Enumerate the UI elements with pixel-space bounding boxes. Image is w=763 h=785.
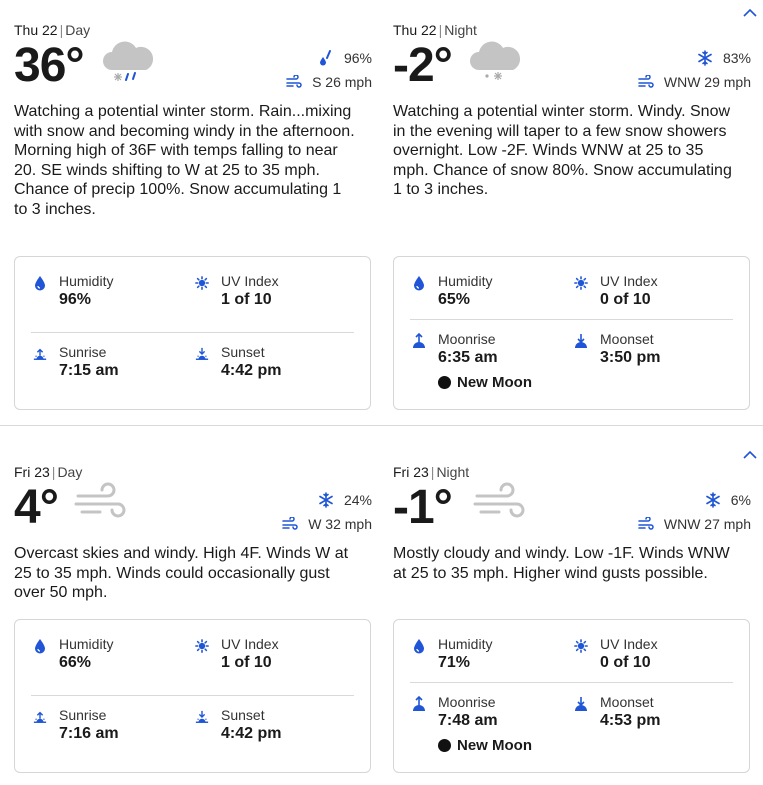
period-name: Day xyxy=(57,464,83,480)
period-date: Fri 23 xyxy=(393,464,429,480)
sunset-icon xyxy=(195,346,209,362)
label-divider: | xyxy=(59,22,64,38)
wind-metric xyxy=(638,516,751,532)
collapse-chevron-icon[interactable] xyxy=(743,8,757,18)
sunset-icon xyxy=(195,709,209,725)
sunset-label: Sunset xyxy=(221,344,265,360)
humidity-icon xyxy=(412,638,426,654)
precip-value: 96% xyxy=(343,50,372,66)
uv-index-value: 1 of 10 xyxy=(221,654,272,671)
snow-chance-metric xyxy=(705,492,751,508)
wind-value: W 32 mph xyxy=(308,516,372,532)
label-divider: | xyxy=(430,464,435,480)
uv-icon xyxy=(195,275,209,291)
new-moon-icon xyxy=(438,376,451,389)
snow-chance-value: 6% xyxy=(730,492,751,508)
wind-icon xyxy=(638,75,654,89)
temperature: -2° xyxy=(393,39,452,92)
label-divider: | xyxy=(51,464,56,480)
snowflake-icon xyxy=(705,492,721,508)
uv-index-label: UV Index xyxy=(600,273,658,289)
moonrise-icon xyxy=(412,333,426,349)
humidity-value: 65% xyxy=(438,291,471,308)
forecast-description: Watching a potential winter storm. Windy. Snow in the evening will taper to a few snow showers overnight. Low -2F. Winds WNW at 25 to 35 mph. Chance of snow 80%. Snow accumulating 1 to 3 inches. xyxy=(393,103,732,198)
wind-value: WNW 29 mph xyxy=(663,74,751,90)
card-divider xyxy=(31,695,354,696)
snow-chance-metric xyxy=(697,50,751,66)
card-divider xyxy=(31,332,354,333)
windy-icon xyxy=(74,482,130,526)
forecast-description: Watching a potential winter storm. Rain...mixing with snow and becoming windy in the afternoon. Morning high of 36F with temps falling to near 20. SE winds shifting to W at 25 to 35 mph. Chance of precip 100%. Snow accumulating 1 to 3 inches. xyxy=(14,103,355,218)
period-date: Thu 22 xyxy=(14,22,58,38)
humidity-value: 71% xyxy=(438,654,471,671)
snowflake-icon xyxy=(318,492,334,508)
uv-index-value: 0 of 10 xyxy=(600,291,651,308)
details-card xyxy=(14,256,371,410)
period-date: Fri 23 xyxy=(14,464,50,480)
period-thu-day xyxy=(14,22,372,412)
temperature: 36° xyxy=(14,39,84,92)
sunrise-label: Sunrise xyxy=(59,707,107,723)
uv-index-value: 0 of 10 xyxy=(600,654,651,671)
moonset-value: 3:50 pm xyxy=(600,349,661,366)
wind-metric xyxy=(282,516,372,532)
moon-phase xyxy=(438,737,532,754)
collapse-chevron-icon[interactable] xyxy=(743,450,757,460)
forecast-description: Overcast skies and windy. High 4F. Winds W at 25 to 35 mph. Winds could occasionally gust over 50 mph. xyxy=(14,545,349,601)
humidity-label: Humidity xyxy=(438,273,493,289)
period-fri-night xyxy=(393,464,751,784)
moonrise-value: 7:48 am xyxy=(438,712,498,729)
new-moon-icon xyxy=(438,739,451,752)
period-name: Night xyxy=(436,464,470,480)
precip-metric xyxy=(318,50,372,66)
wind-icon xyxy=(638,517,654,531)
card-divider xyxy=(410,682,733,683)
snow-chance-value: 83% xyxy=(722,50,751,66)
moonset-icon xyxy=(574,696,588,712)
humidity-label: Humidity xyxy=(59,273,114,289)
card-divider xyxy=(410,319,733,320)
humidity-icon xyxy=(412,275,426,291)
uv-index-label: UV Index xyxy=(221,273,279,289)
humidity-icon xyxy=(33,275,47,291)
temperature: -1° xyxy=(393,481,452,534)
moon-phase-label: New Moon xyxy=(457,737,532,754)
humidity-label: Humidity xyxy=(59,636,114,652)
sunrise-icon xyxy=(33,709,47,725)
sunset-label: Sunset xyxy=(221,707,265,723)
sunset-value: 4:42 pm xyxy=(221,725,282,742)
snowflake-icon xyxy=(697,50,713,66)
wind-metric xyxy=(638,74,751,90)
uv-icon xyxy=(195,638,209,654)
uv-index-value: 1 of 10 xyxy=(221,291,272,308)
wind-icon xyxy=(282,517,298,531)
humidity-value: 96% xyxy=(59,291,92,308)
moonset-label: Moonset xyxy=(600,694,654,710)
rain-snow-cloud-icon xyxy=(98,40,154,84)
sunrise-icon xyxy=(33,346,47,362)
humidity-value: 66% xyxy=(59,654,92,671)
wind-value: S 26 mph xyxy=(312,74,372,90)
period-fri-day xyxy=(14,464,372,784)
wind-value: WNW 27 mph xyxy=(663,516,751,532)
sunrise-value: 7:15 am xyxy=(59,362,119,379)
moonset-icon xyxy=(574,333,588,349)
uv-icon xyxy=(574,638,588,654)
details-card xyxy=(393,256,750,410)
moon-phase xyxy=(438,374,532,391)
moon-phase-label: New Moon xyxy=(457,374,532,391)
humidity-label: Humidity xyxy=(438,636,493,652)
humidity-icon xyxy=(33,638,47,654)
precip-icon xyxy=(318,50,334,66)
moonset-label: Moonset xyxy=(600,331,654,347)
details-card xyxy=(14,619,371,773)
uv-index-label: UV Index xyxy=(221,636,279,652)
snow-chance-value: 24% xyxy=(343,492,372,508)
period-date: Thu 22 xyxy=(393,22,437,38)
sunrise-label: Sunrise xyxy=(59,344,107,360)
moonrise-value: 6:35 am xyxy=(438,349,498,366)
windy-icon xyxy=(473,482,529,526)
snow-cloud-icon xyxy=(465,40,521,84)
sunset-value: 4:42 pm xyxy=(221,362,282,379)
wind-metric xyxy=(286,74,372,90)
moonrise-label: Moonrise xyxy=(438,694,496,710)
period-thu-night xyxy=(393,22,751,412)
uv-index-label: UV Index xyxy=(600,636,658,652)
label-divider: | xyxy=(438,22,443,38)
temperature: 4° xyxy=(14,481,58,534)
period-name: Night xyxy=(444,22,477,38)
wind-icon xyxy=(286,75,302,89)
sunrise-value: 7:16 am xyxy=(59,725,119,742)
uv-icon xyxy=(574,275,588,291)
moonrise-label: Moonrise xyxy=(438,331,496,347)
forecast-day-2 xyxy=(0,426,763,785)
moonset-value: 4:53 pm xyxy=(600,712,661,729)
details-card xyxy=(393,619,750,773)
forecast-description: Mostly cloudy and windy. Low -1F. Winds WNW at 25 to 35 mph. Higher wind gusts possible. xyxy=(393,545,730,582)
period-name: Day xyxy=(65,22,91,38)
moonrise-icon xyxy=(412,696,426,712)
snow-chance-metric xyxy=(318,492,372,508)
